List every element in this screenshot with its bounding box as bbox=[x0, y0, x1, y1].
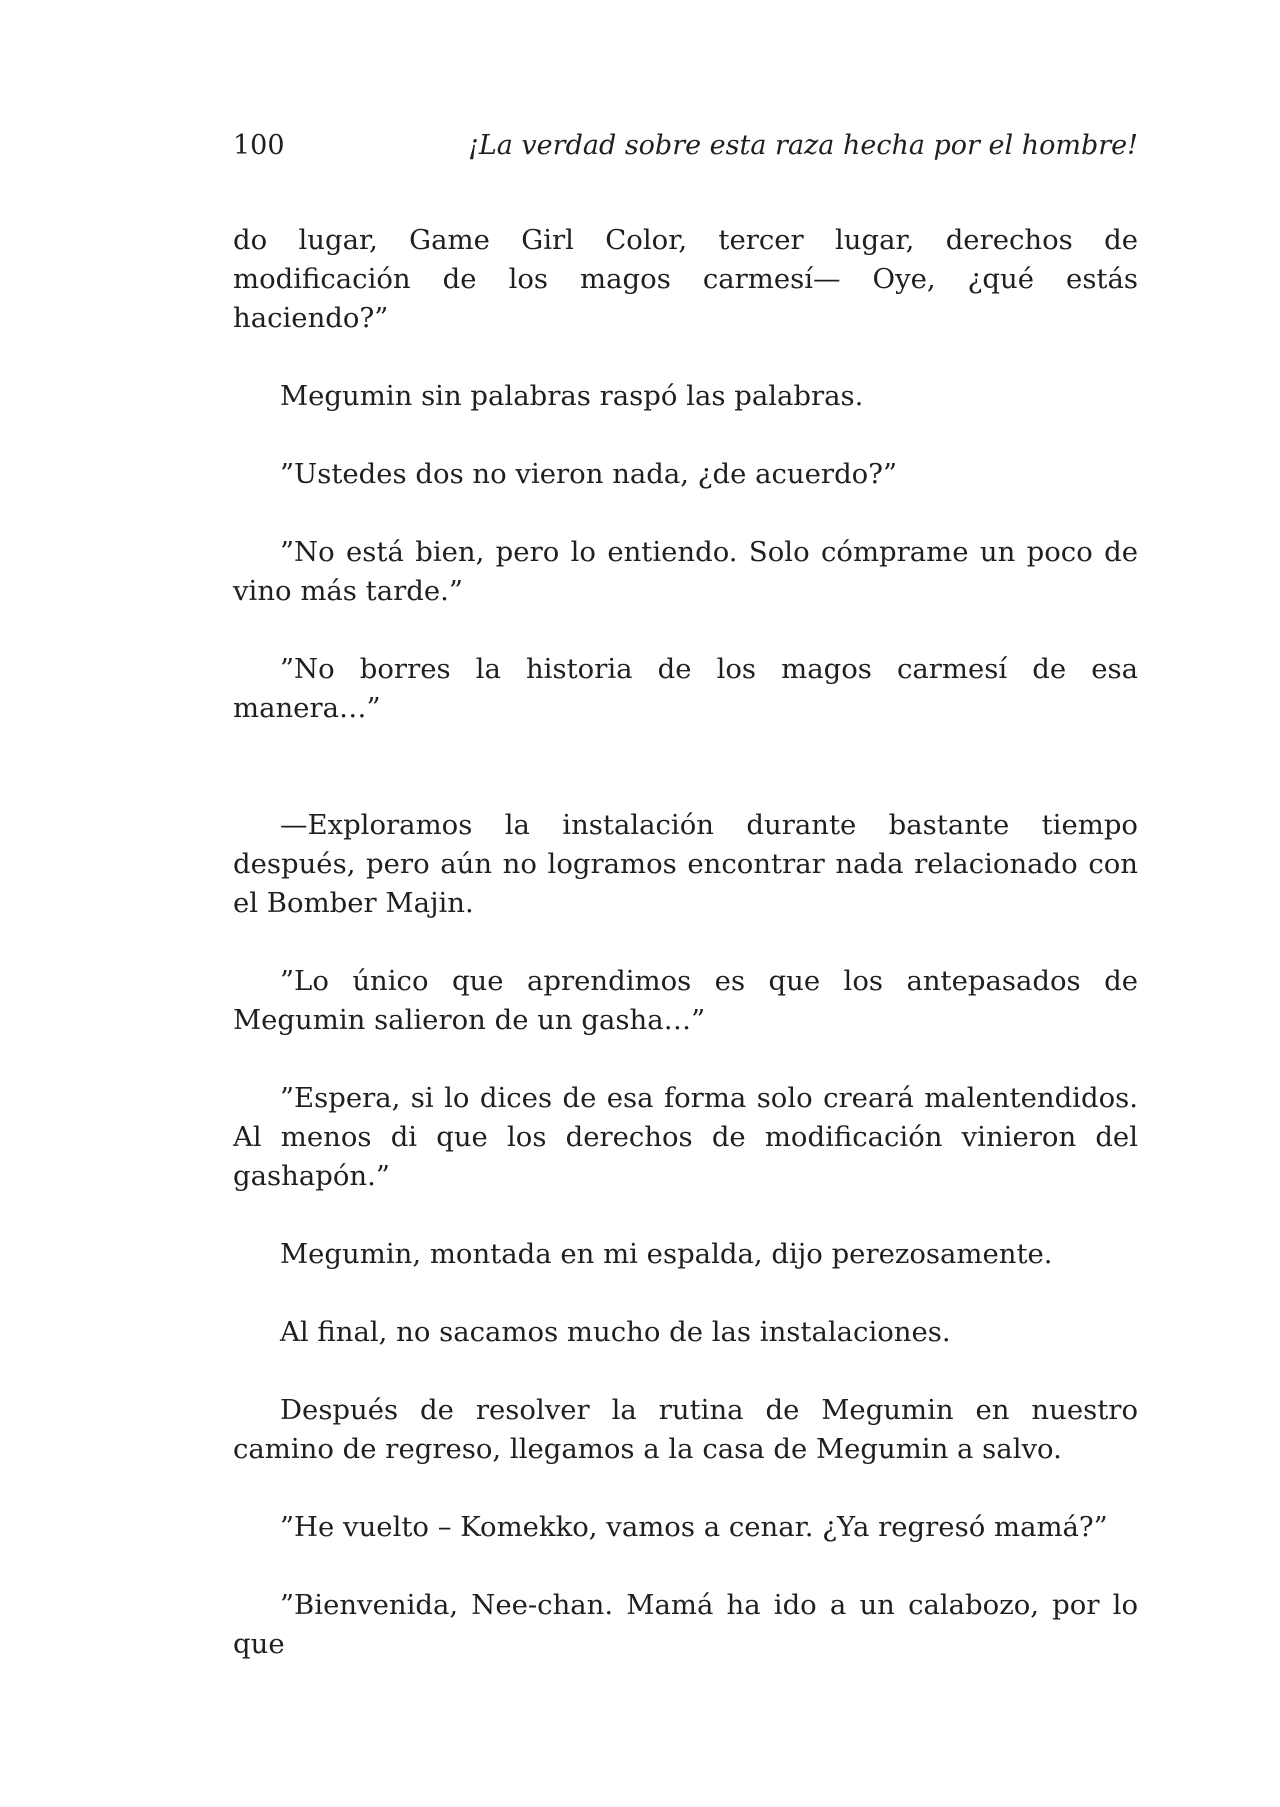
page-header bbox=[233, 130, 1138, 170]
paragraph: Después de resolver la rutina de Megumin en nuestro camino de regreso, llegamos a la casa de Megumin a salvo. bbox=[233, 1394, 1138, 1465]
paragraph: ”Lo único que aprendimos es que los antepasados de Megumin salieron de un gasha…” bbox=[233, 965, 1138, 1036]
page-number: 100 bbox=[233, 130, 285, 161]
paragraph: —Exploramos la instalación durante bastante tiempo después, pero aún no logramos encontrar nada relacionado con el Bomber Majin. bbox=[233, 809, 1138, 919]
paragraph: ”No borres la historia de los magos carmesí de esa manera…” bbox=[233, 653, 1138, 724]
paragraph: Megumin sin palabras raspó las palabras. bbox=[280, 380, 864, 412]
paragraph: ”Bienvenida, Nee-chan. Mamá ha ido a un calabozo, por lo que bbox=[233, 1589, 1138, 1660]
paragraph: Al final, no sacamos mucho de las instalaciones. bbox=[280, 1316, 951, 1348]
paragraph: ”He vuelto – Komekko, vamos a cenar. ¿Ya regresó mamá?” bbox=[280, 1511, 1108, 1543]
paragraph: ”Espera, si lo dices de esa forma solo creará malentendidos. Al menos di que los derechos de modificación vinieron del gashapón.” bbox=[233, 1082, 1138, 1192]
paragraph: ”No está bien, pero lo entiendo. Solo cómprame un poco de vino más tarde.” bbox=[233, 536, 1138, 607]
paragraph: Megumin, montada en mi espalda, dijo perezosamente. bbox=[280, 1238, 1053, 1270]
running-title: ¡La verdad sobre esta raza hecha por el hombre! bbox=[467, 130, 1138, 161]
paragraph: do lugar, Game Girl Color, tercer lugar, derechos de modificación de los magos carmesí— Oye, ¿qué estás haciendo?” bbox=[233, 224, 1138, 334]
body-text bbox=[233, 221, 1138, 1664]
paragraph: ”Ustedes dos no vieron nada, ¿de acuerdo?” bbox=[280, 458, 898, 490]
